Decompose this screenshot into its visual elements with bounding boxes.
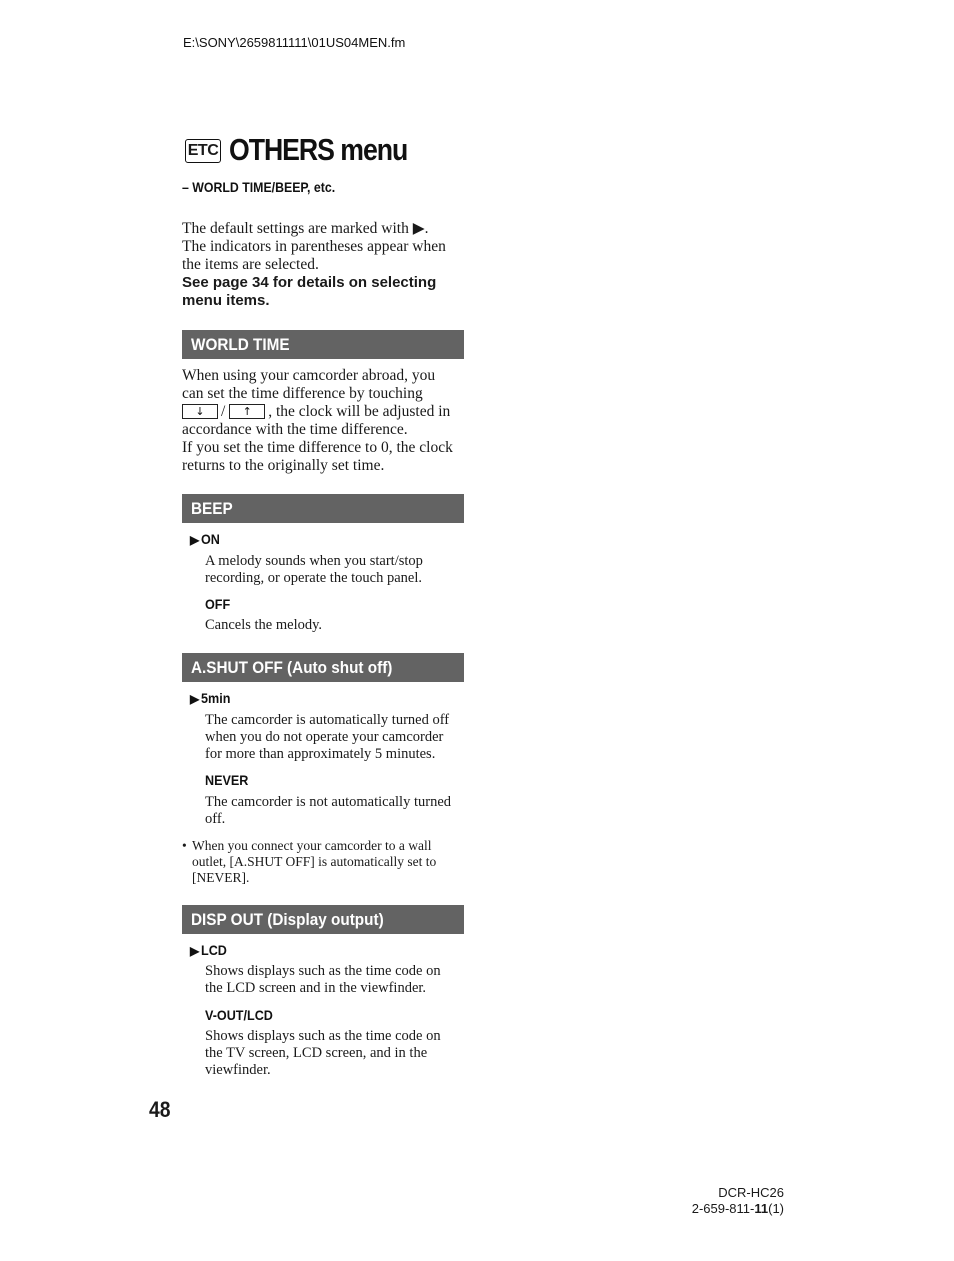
model-name: DCR-HC26 — [718, 1185, 784, 1200]
description-text: , the clock will be adjusted in — [268, 403, 451, 420]
description-line: Shows displays such as the time code on — [205, 963, 441, 979]
option-off — [205, 596, 233, 612]
description-line: The camcorder is automatically turned off — [205, 712, 450, 728]
option-label: NEVER — [205, 772, 249, 788]
page-subtitle: – WORLD TIME/BEEP, etc. — [182, 179, 336, 195]
option-description — [205, 963, 441, 997]
option-description — [205, 712, 449, 763]
slash-separator: / — [221, 403, 226, 420]
intro-line: the items are selected. — [182, 256, 319, 273]
description-line: When using your camcorder abroad, you — [182, 367, 436, 384]
option-vout-lcd — [205, 1007, 280, 1023]
world-time-description — [182, 367, 472, 475]
description-line: The camcorder is not automatically turned — [205, 794, 452, 810]
etc-menu-icon: ETC — [185, 139, 221, 163]
part-code-prefix: 2-659-811- — [691, 1201, 755, 1216]
option-on — [190, 531, 222, 547]
description-line: returns to the originally set time. — [182, 457, 385, 474]
description-line: the TV screen, LCD screen, and in the — [205, 1045, 428, 1061]
note — [182, 838, 472, 886]
intro-line: The indicators in parentheses appear when — [182, 238, 446, 255]
section-heading-dispout — [182, 905, 464, 934]
option-label: ON — [201, 531, 221, 547]
section-heading-ashutoff — [182, 653, 464, 682]
description-line: off. — [205, 811, 226, 827]
option-description — [205, 617, 322, 634]
option-never — [205, 772, 253, 788]
description-line — [182, 403, 472, 421]
option-label: V-OUT/LCD — [205, 1007, 273, 1023]
description-line: for more than approximately 5 minutes. — [205, 746, 436, 762]
file-path: E:\SONY\2659811111\01US04MEN.fm — [183, 35, 406, 50]
description-line: viewfinder. — [205, 1062, 271, 1078]
description-line: Shows displays such as the time code on — [205, 1028, 441, 1044]
arrow-down-button-icon: ↓ — [182, 404, 218, 419]
intro-reference: menu items. — [182, 292, 270, 309]
option-label: LCD — [201, 942, 228, 958]
description-line: A melody sounds when you start/stop — [205, 553, 423, 569]
intro-line: The default settings are marked with ▶. — [182, 220, 429, 237]
intro-text — [182, 220, 472, 310]
model-footer — [692, 1185, 784, 1217]
option-description — [205, 553, 423, 587]
description-line: when you do not operate your camcorder — [205, 729, 444, 745]
bullet-icon: • — [182, 838, 187, 853]
description-line: Cancels the melody. — [205, 617, 323, 633]
arrow-up-button-icon: ↑ — [229, 404, 265, 419]
description-line: If you set the time difference to 0, the clock — [182, 439, 453, 456]
section-heading-world-time — [182, 330, 464, 359]
part-code — [692, 1201, 784, 1217]
option-lcd — [190, 942, 230, 958]
section-heading-beep — [182, 494, 464, 523]
default-marker-icon: ▶ — [190, 692, 200, 706]
section-heading-label: WORLD TIME — [191, 335, 290, 354]
description-line: the LCD screen and in the viewfinder. — [205, 980, 427, 996]
option-description — [205, 1028, 441, 1079]
option-5min — [190, 690, 234, 706]
section-heading-label: DISP OUT (Display output) — [191, 910, 384, 929]
description-line: accordance with the time difference. — [182, 421, 408, 438]
page-title: OTHERS menu — [229, 132, 408, 167]
part-code-bold: 11 — [754, 1201, 769, 1216]
intro-reference: See page 34 for details on selecting — [182, 274, 437, 291]
option-label: OFF — [205, 596, 231, 612]
part-code-suffix: (1) — [768, 1201, 784, 1216]
note-line: When you connect your camcorder to a wall — [192, 838, 432, 853]
option-description — [205, 794, 451, 828]
section-heading-label: BEEP — [191, 499, 233, 518]
default-marker-icon: ▶ — [190, 944, 200, 958]
option-label: 5min — [201, 690, 231, 706]
description-line: recording, or operate the touch panel. — [205, 570, 423, 586]
section-heading-label: A.SHUT OFF (Auto shut off) — [191, 658, 393, 677]
description-line: can set the time difference by touching — [182, 385, 423, 402]
page-number: 48 — [149, 1097, 171, 1122]
note-line: outlet, [A.SHUT OFF] is automatically set to — [192, 854, 437, 869]
default-marker-icon: ▶ — [190, 533, 200, 547]
note-line: [NEVER]. — [192, 870, 250, 885]
